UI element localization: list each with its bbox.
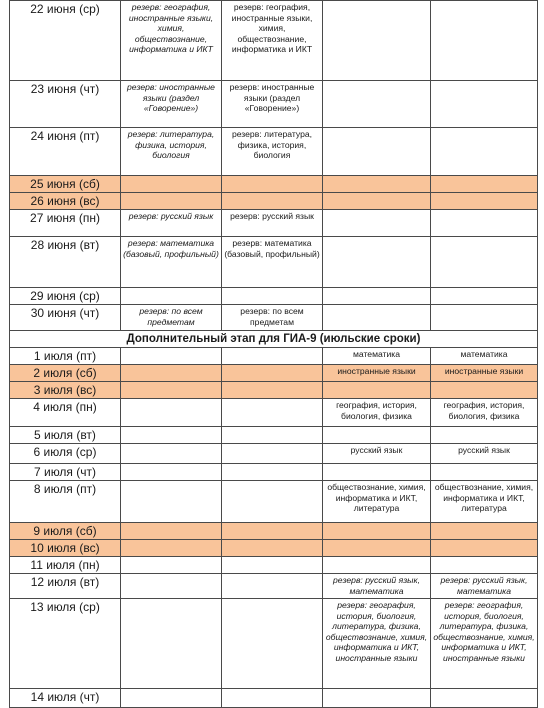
table-row xyxy=(10,382,538,399)
exam-cell xyxy=(431,557,538,574)
exam-cell xyxy=(121,523,222,540)
date-cell: 28 июня (вт) xyxy=(10,237,121,288)
date-cell: 12 июля (вт) xyxy=(10,574,121,599)
table-row xyxy=(10,365,538,382)
exam-cell xyxy=(323,464,431,481)
table-row xyxy=(10,444,538,464)
exam-cell xyxy=(222,464,323,481)
date-cell: 11 июля (пн) xyxy=(10,557,121,574)
exam-cell: иностранные языки xyxy=(323,365,431,382)
date-cell: 10 июля (вс) xyxy=(10,540,121,557)
exam-cell xyxy=(222,599,323,689)
exam-cell xyxy=(222,176,323,193)
table-row xyxy=(10,81,538,128)
table-row xyxy=(10,210,538,237)
exam-cell xyxy=(222,444,323,464)
exam-cell xyxy=(222,382,323,399)
date-cell: 6 июля (ср) xyxy=(10,444,121,464)
exam-cell xyxy=(121,481,222,523)
exam-cell xyxy=(431,81,538,128)
exam-cell: русский язык xyxy=(323,444,431,464)
table-row xyxy=(10,348,538,365)
date-cell: 14 июля (чт) xyxy=(10,689,121,708)
exam-cell: математика xyxy=(323,348,431,365)
date-cell: 7 июля (чт) xyxy=(10,464,121,481)
exam-cell xyxy=(121,365,222,382)
exam-cell xyxy=(222,574,323,599)
date-cell: 1 июля (пт) xyxy=(10,348,121,365)
exam-cell xyxy=(222,689,323,708)
exam-cell: резерв: литература, физика, история, биология xyxy=(121,128,222,176)
exam-cell xyxy=(222,523,323,540)
exam-cell: резерв: литература, физика, история, биология xyxy=(222,128,323,176)
exam-cell xyxy=(121,689,222,708)
exam-cell: русский язык xyxy=(431,444,538,464)
exam-cell xyxy=(431,464,538,481)
exam-cell xyxy=(431,540,538,557)
exam-cell xyxy=(121,399,222,427)
table-row xyxy=(10,305,538,331)
exam-cell: резерв: математика (базовый, профильный) xyxy=(222,237,323,288)
exam-cell xyxy=(431,288,538,305)
date-cell: 5 июля (вт) xyxy=(10,427,121,444)
exam-cell xyxy=(121,382,222,399)
exam-cell: резерв: русский язык xyxy=(121,210,222,237)
exam-cell: резерв: иностранные языки (раздел «Говорение») xyxy=(222,81,323,128)
exam-cell xyxy=(121,176,222,193)
exam-cell xyxy=(323,176,431,193)
exam-cell xyxy=(222,365,323,382)
exam-cell xyxy=(431,193,538,210)
exam-cell xyxy=(222,481,323,523)
exam-cell xyxy=(431,523,538,540)
exam-cell xyxy=(222,288,323,305)
table-row xyxy=(10,523,538,540)
date-cell: 29 июня (ср) xyxy=(10,288,121,305)
exam-cell: резерв: география, иностранные языки, химия, обществознание, информатика и ИКТ xyxy=(222,1,323,81)
table-row xyxy=(10,193,538,210)
date-cell: 3 июля (вс) xyxy=(10,382,121,399)
exam-cell: резерв: география, история, биология, литература, физика, обществознание, химия, информатика и ИКТ, иностранные языки xyxy=(431,599,538,689)
date-cell: 26 июня (вс) xyxy=(10,193,121,210)
date-cell: 27 июня (пн) xyxy=(10,210,121,237)
exam-cell xyxy=(121,348,222,365)
schedule-document xyxy=(9,0,537,708)
exam-cell xyxy=(431,689,538,708)
table-row xyxy=(10,599,538,689)
exam-cell xyxy=(431,305,538,331)
date-cell: 30 июня (чт) xyxy=(10,305,121,331)
exam-cell: резерв: русский язык xyxy=(222,210,323,237)
exam-cell xyxy=(121,427,222,444)
table-row xyxy=(10,1,538,81)
date-cell: 23 июня (чт) xyxy=(10,81,121,128)
table-row xyxy=(10,574,538,599)
exam-cell xyxy=(121,599,222,689)
exam-cell xyxy=(431,210,538,237)
exam-cell: резерв: русский язык, математика xyxy=(431,574,538,599)
table-row xyxy=(10,128,538,176)
exam-cell: математика xyxy=(431,348,538,365)
exam-cell: резерв: география, история, биология, литература, физика, обществознание, химия, информатика и ИКТ, иностранные языки xyxy=(323,599,431,689)
exam-cell: обществознание, химия, информатика и ИКТ, литература xyxy=(431,481,538,523)
exam-cell: резерв: иностранные языки (раздел «Говорение») xyxy=(121,81,222,128)
exam-cell xyxy=(121,288,222,305)
exam-cell xyxy=(222,557,323,574)
exam-cell xyxy=(323,689,431,708)
table-row xyxy=(10,557,538,574)
exam-cell: обществознание, химия, информатика и ИКТ, литература xyxy=(323,481,431,523)
exam-cell xyxy=(323,305,431,331)
exam-cell xyxy=(121,540,222,557)
exam-cell xyxy=(323,1,431,81)
date-cell: 13 июля (ср) xyxy=(10,599,121,689)
exam-cell xyxy=(121,574,222,599)
exam-cell xyxy=(222,540,323,557)
exam-cell: география, история, биология, физика xyxy=(431,399,538,427)
exam-cell xyxy=(222,399,323,427)
table-row xyxy=(10,399,538,427)
exam-cell: резерв: по всем предметам xyxy=(121,305,222,331)
date-cell: 22 июня (ср) xyxy=(10,1,121,81)
exam-cell xyxy=(323,557,431,574)
exam-cell: резерв: по всем предметам xyxy=(222,305,323,331)
table-row xyxy=(10,176,538,193)
exam-cell xyxy=(431,382,538,399)
exam-cell xyxy=(121,193,222,210)
section-title: Дополнительный этап для ГИА-9 (июльские сроки) xyxy=(10,331,538,348)
date-cell: 9 июля (сб) xyxy=(10,523,121,540)
exam-cell: резерв: география, иностранные языки, химия, обществознание, информатика и ИКТ xyxy=(121,1,222,81)
table-row xyxy=(10,427,538,444)
exam-cell xyxy=(431,237,538,288)
exam-cell xyxy=(323,288,431,305)
table-row xyxy=(10,481,538,523)
table-row xyxy=(10,689,538,708)
exam-cell xyxy=(323,128,431,176)
table-row xyxy=(10,288,538,305)
table-row xyxy=(10,237,538,288)
exam-cell xyxy=(222,427,323,444)
exam-cell xyxy=(323,540,431,557)
date-cell: 24 июня (пт) xyxy=(10,128,121,176)
exam-cell xyxy=(323,210,431,237)
exam-cell xyxy=(323,382,431,399)
exam-cell xyxy=(431,427,538,444)
section-header-row xyxy=(10,331,538,348)
exam-cell xyxy=(431,176,538,193)
date-cell: 4 июля (пн) xyxy=(10,399,121,427)
exam-cell xyxy=(323,237,431,288)
table-row xyxy=(10,464,538,481)
exam-cell xyxy=(121,557,222,574)
exam-cell xyxy=(431,1,538,81)
exam-cell xyxy=(222,193,323,210)
table-row xyxy=(10,540,538,557)
date-cell: 8 июля (пт) xyxy=(10,481,121,523)
date-cell: 2 июля (сб) xyxy=(10,365,121,382)
exam-cell: резерв: русский язык, математика xyxy=(323,574,431,599)
exam-cell xyxy=(323,193,431,210)
exam-cell xyxy=(323,427,431,444)
exam-cell xyxy=(121,444,222,464)
exam-cell: география, история, биология, физика xyxy=(323,399,431,427)
exam-cell xyxy=(222,348,323,365)
exam-cell xyxy=(431,128,538,176)
date-cell: 25 июня (сб) xyxy=(10,176,121,193)
exam-cell: иностранные языки xyxy=(431,365,538,382)
exam-cell xyxy=(323,523,431,540)
schedule-table xyxy=(9,0,538,708)
schedule-table-body xyxy=(10,1,538,708)
exam-cell xyxy=(323,81,431,128)
exam-cell: резерв: математика (базовый, профильный) xyxy=(121,237,222,288)
exam-cell xyxy=(121,464,222,481)
